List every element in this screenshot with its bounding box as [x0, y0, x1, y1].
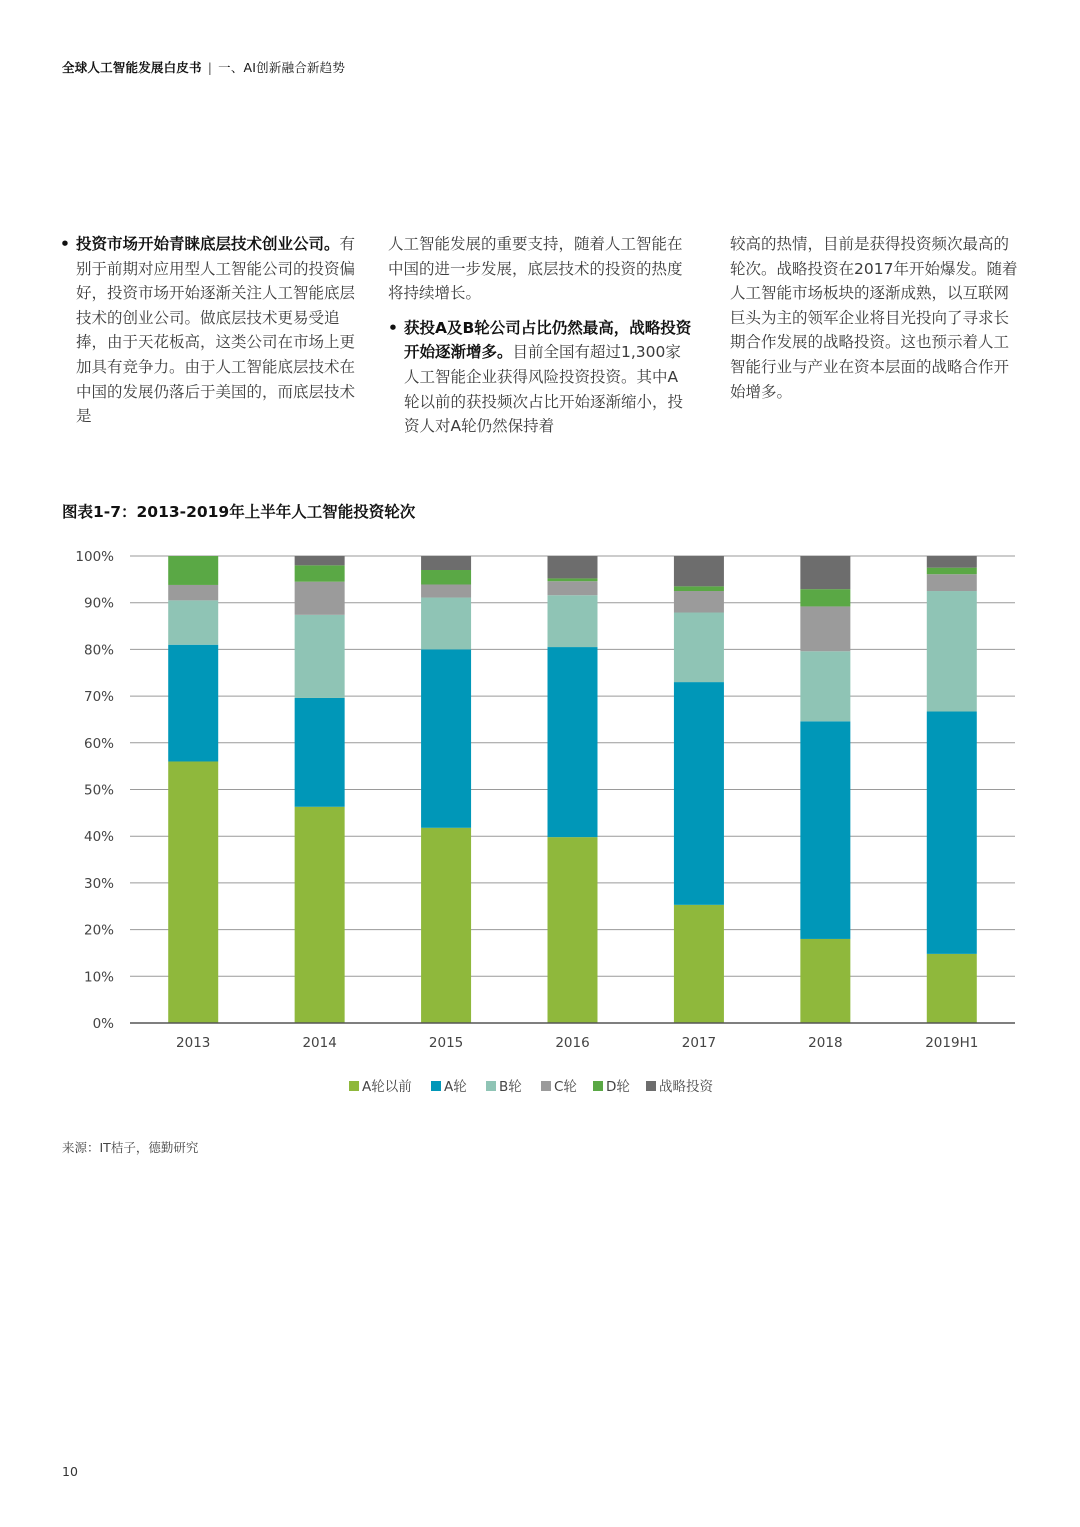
y-tick-label: 40% [83, 829, 114, 846]
y-tick-label: 60% [83, 735, 114, 752]
bullet-dot: • [388, 318, 398, 337]
bar-segment-2013-2 [168, 600, 218, 644]
x-tick-label: 2017 [681, 1035, 717, 1051]
legend-swatch-0 [349, 1081, 359, 1091]
legend-swatch-1 [431, 1081, 441, 1091]
bar-segment-2018-5 [800, 556, 850, 589]
bullet-paragraph-1 [60, 232, 358, 429]
continuation-text-2: 人工智能发展的重要支持，随着人工智能在中国的进一步发展，底层技术的投资的热度将持续增长。 [388, 235, 683, 303]
legend-label-1: A轮 [444, 1079, 467, 1095]
bar-segment-2017-4 [674, 586, 724, 591]
x-tick-label: 2019H1 [925, 1035, 979, 1051]
bullet-text-1: 有别于前期对应用型人工智能公司的投资偏好，投资市场开始逐渐关注人工智能底层技术的创业公司。做底层技术更易受追捧，由于天花板高，这类公司在市场上更加具有竞争力。由于人工智能底层技术在中国的发展仍落后于美国的，而底层技术是 [76, 235, 356, 426]
bar-segment-2019H1-0 [927, 954, 977, 1023]
bar-segment-2018-4 [800, 589, 850, 606]
bar-segment-2014-3 [295, 582, 345, 615]
bar-segment-2017-5 [674, 556, 724, 586]
text-column-1 [60, 232, 358, 429]
figure-source: 来源：IT桔子，德勤研究 [62, 1140, 199, 1155]
x-tick-label: 2013 [176, 1035, 211, 1051]
bar-segment-2018-2 [800, 651, 850, 721]
bar-segment-2015-1 [421, 649, 471, 827]
bar-segment-2016-0 [548, 837, 598, 1023]
bar-segment-2016-3 [548, 581, 598, 595]
legend-swatch-5 [646, 1081, 656, 1091]
legend-label-2: B轮 [499, 1079, 522, 1095]
bar-segment-2016-5 [548, 556, 598, 578]
bar-segment-2017-0 [674, 905, 724, 1023]
y-tick-label: 80% [83, 642, 114, 659]
bar-segment-2015-2 [421, 598, 471, 650]
y-tick-label: 90% [83, 595, 114, 612]
y-tick-label: 100% [75, 549, 114, 565]
stacked-bar-chart [0, 540, 1080, 1120]
x-tick-label: 2014 [302, 1035, 337, 1051]
bullet-paragraph-2 [388, 316, 693, 439]
document-title: 全球人工智能发展白皮书 [62, 60, 202, 75]
bar-segment-2019H1-1 [927, 712, 977, 954]
bar-segment-2017-3 [674, 591, 724, 612]
bar-segment-2019H1-5 [927, 556, 977, 568]
legend-label-5: 战略投资 [659, 1079, 713, 1095]
bar-segment-2019H1-3 [927, 574, 977, 591]
y-tick-label: 0% [92, 1016, 114, 1032]
bullet-lead-2: 获投A及B轮公司占比仍然最高，战略投资开始逐渐增多。 [404, 318, 692, 362]
bar-segment-2016-2 [548, 595, 598, 647]
continuation-text-3: 较高的热情，目前是获得投资频次最高的轮次。战略投资在2017年开始爆发。随着人工智能市场板块的逐渐成熟，以互联网巨头为主的领军企业将目光投向了寻求长期合作发展的战略投资。这也预示着人工智能行业与产业在资本层面的战略合作开始增多。 [730, 235, 1018, 401]
legend-swatch-3 [541, 1081, 551, 1091]
y-tick-label: 50% [83, 782, 114, 799]
bar-segment-2016-4 [548, 578, 598, 581]
x-tick-label: 2015 [428, 1035, 464, 1051]
y-tick-label: 20% [83, 922, 114, 939]
header-separator: | [207, 60, 213, 75]
legend-swatch-4 [593, 1081, 603, 1091]
legend-label-3: C轮 [554, 1079, 577, 1095]
section-title: 一、AI创新融合新趋势 [218, 60, 346, 75]
bar-segment-2015-0 [421, 828, 471, 1023]
text-column-2 [388, 232, 693, 439]
legend-label-0: A轮以前 [362, 1079, 412, 1095]
bar-segment-2013-1 [168, 645, 218, 762]
bar-segment-2015-4 [421, 570, 471, 584]
bar-segment-2018-1 [800, 721, 850, 939]
x-tick-label: 2016 [555, 1035, 590, 1051]
bullet-dot: • [60, 235, 70, 253]
bar-segment-2015-3 [421, 584, 471, 597]
text-column-3 [730, 232, 1020, 414]
bar-segment-2016-1 [548, 647, 598, 837]
page-number: 10 [62, 1464, 78, 1479]
bar-segment-2014-2 [295, 615, 345, 698]
y-tick-label: 70% [83, 689, 114, 706]
bar-segment-2019H1-4 [927, 568, 977, 575]
bar-segment-2013-4 [168, 556, 218, 585]
bar-segment-2014-5 [295, 556, 345, 565]
running-header [62, 58, 345, 76]
bar-segment-2017-1 [674, 682, 724, 905]
x-tick-label: 2018 [808, 1035, 843, 1051]
legend-label-4: D轮 [606, 1079, 630, 1095]
bar-segment-2015-5 [421, 556, 471, 570]
bar-segment-2014-1 [295, 698, 345, 807]
figure-title: 图表1-7：2013-2019年上半年人工智能投资轮次 [62, 503, 416, 521]
bar-segment-2018-3 [800, 606, 850, 651]
bar-segment-2018-0 [800, 939, 850, 1023]
bar-segment-2013-3 [168, 585, 218, 600]
bar-segment-2014-4 [295, 565, 345, 581]
bar-segment-2017-2 [674, 613, 724, 683]
bar-segment-2013-0 [168, 761, 218, 1023]
bullet-lead-1: 投资市场开始青睐底层技术创业公司。 [76, 235, 340, 253]
y-tick-label: 10% [83, 969, 114, 986]
legend-swatch-2 [486, 1081, 496, 1091]
bullet-text-2: 目前全国有超过1,300家人工智能企业获得风险投资投资。其中A轮以前的获投频次占比开始逐渐缩小，投资人对A轮仍然保持着 [404, 343, 684, 436]
bar-segment-2019H1-2 [927, 591, 977, 711]
y-tick-label: 30% [83, 875, 114, 892]
bar-segment-2014-0 [295, 807, 345, 1023]
